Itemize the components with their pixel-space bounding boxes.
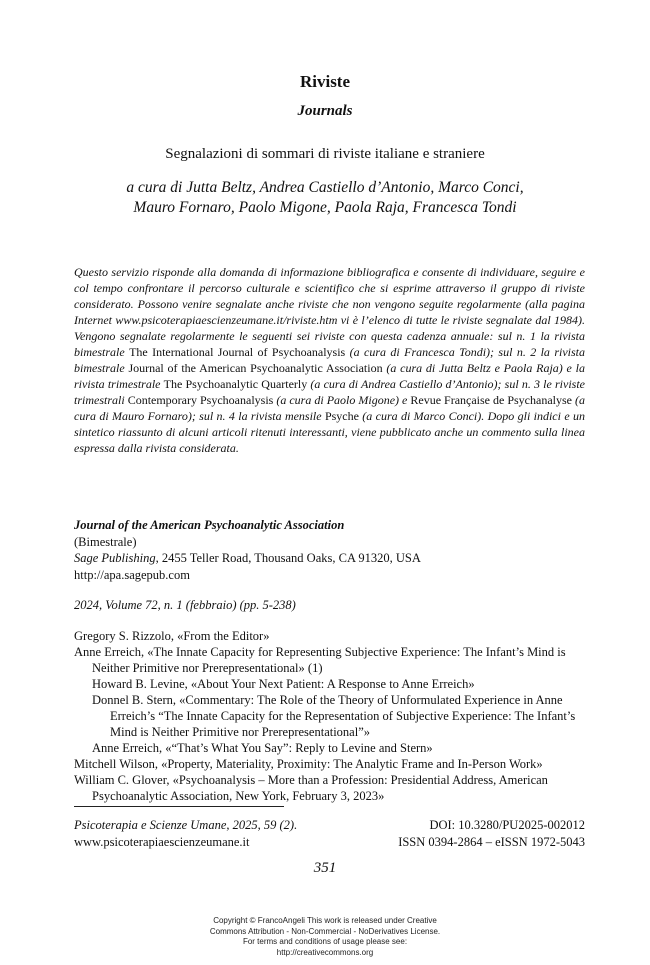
footer-issn: ISSN 0394-2864 – eISSN 1972-5043 [398, 835, 585, 849]
article-entry: Anne Erreich, «“That’s What You Say”: Reply to Levine and Stern» [92, 741, 433, 755]
intro-run: Revue Française de Psychanalyse [410, 393, 572, 407]
article-entry: Mitchell Wilson, «Property, Materiality, Proximity: The Analytic Frame and In-Person Work» [74, 757, 543, 771]
intro-run: (a cura di Mauro Fornaro); sul n. 4 la rivista mensile [74, 393, 586, 423]
article-entry: William C. Glover, «Psychoanalysis – More than a Profession: Presidential Address, American Psychoanalytic Association, New York, February 3, 2023» [74, 773, 548, 803]
intro-run: The Psychoanalytic Quarterly [163, 377, 308, 391]
journal-frequency: (Bimestrale) [74, 534, 137, 549]
footer-right [355, 817, 585, 851]
license-line-2: Commons Attribution - Non-Commercial - NoDerivatives License. [209, 926, 441, 936]
license-notice [0, 916, 650, 958]
journal-name: Journal of the American Psychoanalytic Association [74, 518, 345, 532]
footer-doi: DOI: 10.3280/PU2025-002012 [429, 818, 585, 832]
footer-website[interactable]: www.psicoterapiaescienzeumane.it [74, 835, 250, 849]
footnote-rule [74, 806, 284, 807]
article-entry: Gregory S. Rizzolo, «From the Editor» [74, 629, 270, 643]
intro-run: The International Journal of Psychoanalysis [129, 345, 346, 359]
section-title: Riviste [299, 72, 351, 91]
intro-run: Psyche [324, 409, 359, 423]
page-number: 351 [313, 860, 337, 876]
footer-citation: Psicoterapia e Scienze Umane, 2025, 59 (2). [74, 818, 298, 832]
article-entry: Howard B. Levine, «About Your Next Patient: A Response to Anne Erreich» [92, 677, 475, 691]
intro-paragraph [74, 264, 585, 456]
intro-run: (a cura di Paolo Migone) e [273, 393, 411, 407]
issue-line: 2024, Volume 72, n. 1 (febbraio) (pp. 5-238) [74, 598, 296, 612]
article-entry: Anne Erreich, «The Innate Capacity for Representing Subjective Experience: The Infant’s Mind is Neither Primitive nor Prerepresentational» (1) [74, 645, 566, 675]
journal-url[interactable]: http://apa.sagepub.com [74, 567, 190, 582]
intro-run: Questo servizio risponde alla domanda di informazione bibliografica e consente di individuare, seguire e col tempo confrontare il percorso culturale e scientifico che si esprime attraverso il gruppo di riviste considerato. Possono venire segnalate anche riviste che non vengono seguite regolarmente (alla pagina Internet www.psicoterapiaescienzeumane.it/riviste.htm vi è l’elenco di tutte le riviste segnalate dal 1984). Vengono segnalate regolarmente le seguenti sei riviste con questa cadenza annuale: sul n. 1 la rivista bimestrale [74, 265, 585, 359]
journal-info [74, 517, 421, 583]
license-line-1: Copyright © FrancoAngeli This work is released under Creative [213, 916, 437, 925]
journal-address: , 2455 Teller Road, Thousand Oaks, CA 91320, USA [155, 551, 421, 565]
footer-left [74, 817, 297, 851]
intro-run: Journal of the American Psychoanalytic Association [128, 361, 383, 375]
article-list [74, 628, 585, 804]
intro-run: (a cura di Jutta Beltz e Paola Raja) e la rivista trimestrale [74, 361, 585, 391]
editors-line-2: Mauro Fornaro, Paolo Migone, Paola Raja, Francesca Tondi [133, 199, 517, 216]
section-subtitle: Journals [297, 103, 353, 119]
editors-block [0, 178, 650, 218]
license-line-3: For terms and conditions of usage please see: [242, 937, 408, 946]
intro-run: (a cura di Marco Conci). Dopo gli indici e un sintetico riassunto di alcuni articoli ritenuti interessanti, viene pubblicato anche un commento sulla linea espressa dalla rivista considerata. [74, 409, 585, 455]
license-line-4[interactable]: http://creativecommons.org [276, 947, 374, 957]
article-entry: Donnel B. Stern, «Commentary: The Role of the Theory of Unformulated Experience in Anne Erreich’s “The Innate Capacity for the Representation of Subjective Experience: The Infant’s Mind is Neither Primitive nor Prerepresentational”» [92, 693, 576, 739]
intro-run: (a cura di Francesca Tondi); sul n. 2 la rivista bimestrale [74, 345, 585, 375]
intro-run: Contemporary Psychoanalysis [127, 393, 274, 407]
editors-line-1: a cura di Jutta Beltz, Andrea Castiello d’Antonio, Marco Conci, [126, 179, 524, 196]
intro-run: (a cura di Andrea Castiello d’Antonio); sul n. 3 le riviste trimestrali [74, 377, 585, 407]
section-heading: Segnalazioni di sommari di riviste italiane e straniere [165, 146, 485, 162]
journal-publisher: Sage Publishing [74, 551, 156, 565]
journal-publisher-line [74, 550, 421, 567]
